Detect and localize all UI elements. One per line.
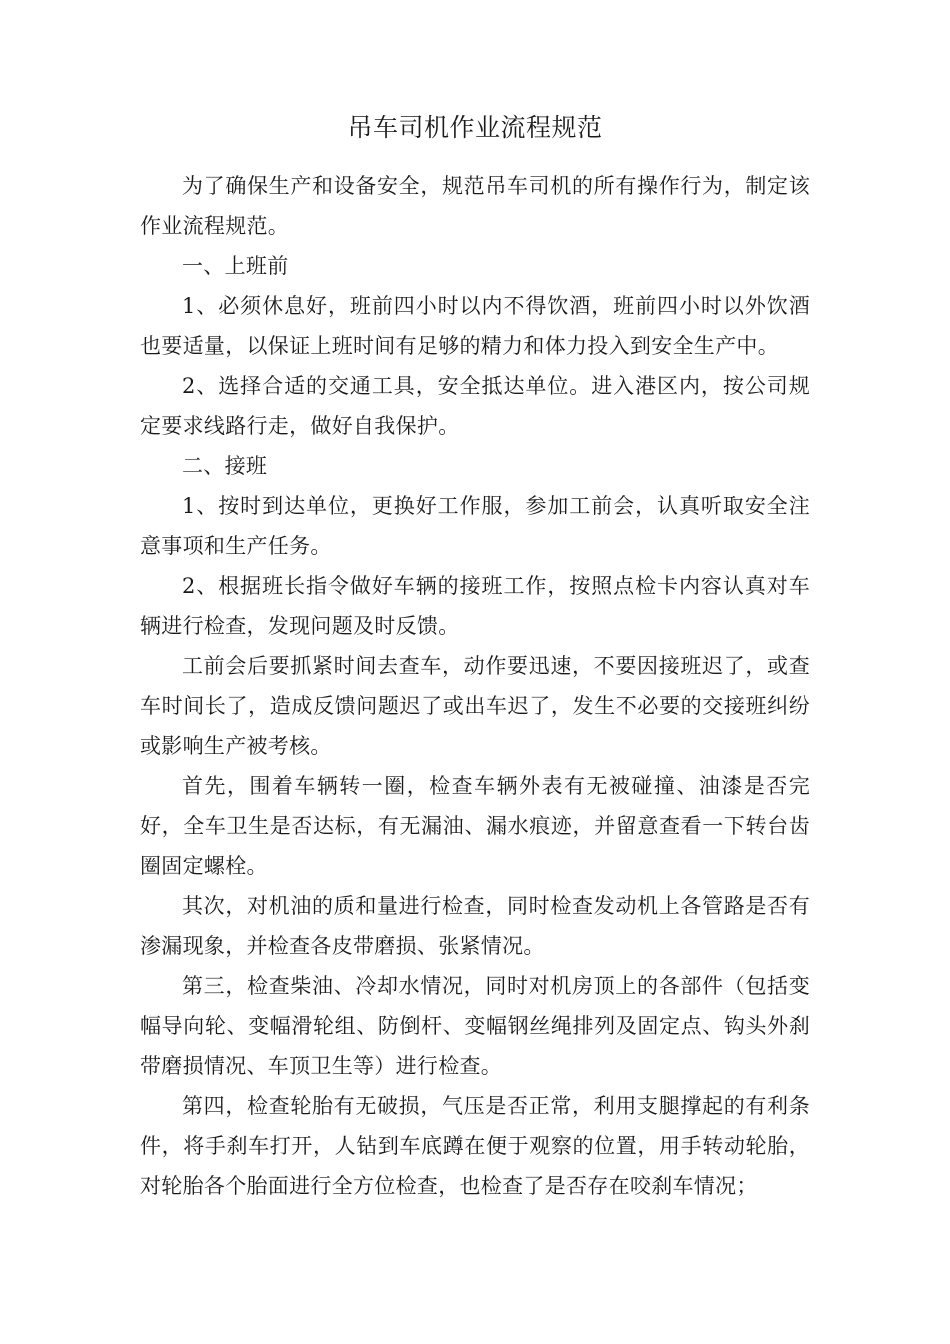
paragraph-arrive-meeting: 1、按时到达单位，更换好工作服，参加工前会，认真听取安全注意事项和生产任务。 (140, 494, 810, 558)
document-body (140, 108, 810, 1206)
paragraph-fourth-tires: 第四，检查轮胎有无破损，气压是否正常，利用支腿撑起的有利条件，将手刹车打开，人钻到车底蹲在便于观察的位置，用手转动轮胎，对轮胎各个胎面进行全方位检查，也检查了是否存在咬刹车情况； (140, 1094, 810, 1198)
paragraph-first-exterior: 首先，围着车辆转一圈，检查车辆外表有无被碰撞、油漆是否完好，全车卫生是否达标，有无漏油、漏水痕迹，并留意查看一下转台齿圈固定螺栓。 (140, 774, 810, 878)
paragraph-rest: 1、必须休息好，班前四小时以内不得饮酒，班前四小时以外饮酒也要适量，以保证上班时间有足够的精力和体力投入到安全生产中。 (140, 294, 810, 358)
paragraph-second-oil: 其次，对机油的质和量进行检查，同时检查发动机上各管路是否有渗漏现象，并检查各皮带磨损、张紧情况。 (140, 894, 810, 958)
paragraph-vehicle-handover: 2、根据班长指令做好车辆的接班工作，按照点检卡内容认真对车辆进行检查，发现问题及时反馈。 (140, 574, 810, 638)
section-heading-before-shift: 一、上班前 (182, 254, 289, 278)
document-title: 吊车司机作业流程规范 (347, 113, 603, 142)
paragraph-check-quickly: 工前会后要抓紧时间去查车，动作要迅速，不要因接班迟了，或查车时间长了，造成反馈问题迟了或出车迟了，发生不必要的交接班纠纷或影响生产被考核。 (140, 654, 810, 758)
paragraph-third-fuel-roof: 第三，检查柴油、冷却水情况，同时对机房顶上的各部件（包括变幅导向轮、变幅滑轮组、防倒杆、变幅钢丝绳排列及固定点、钩头外刹带磨损情况、车顶卫生等）进行检查。 (140, 974, 810, 1078)
section-heading-shift-handover: 二、接班 (182, 454, 268, 478)
paragraph-transport: 2、选择合适的交通工具，安全抵达单位。进入港区内，按公司规定要求线路行走，做好自我保护。 (140, 374, 810, 438)
intro-paragraph: 为了确保生产和设备安全，规范吊车司机的所有操作行为，制定该作业流程规范。 (140, 174, 810, 238)
